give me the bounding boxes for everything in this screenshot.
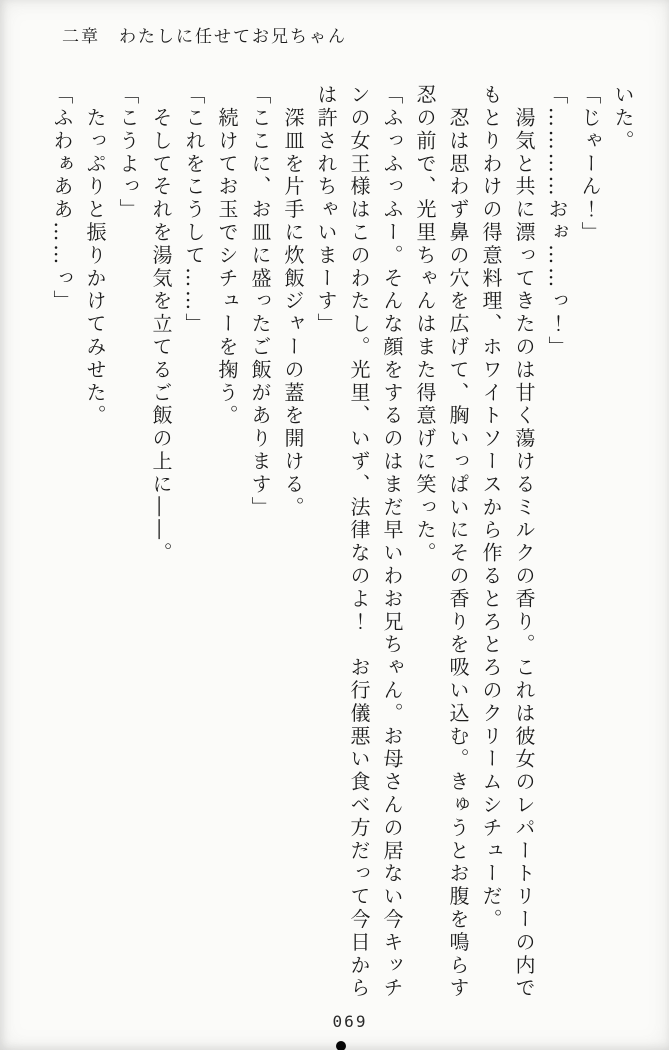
paragraph: 「ふっふっふー。そんな顔をするのはまだ早いわお兄ちゃん。お母さんの居ない今キッチンの女王様はこのわたし。光里、いず、法律なのよ！ お行儀悪い食べ方だって今日からは許されちゃいまーす」	[314, 84, 404, 1000]
page-number: 069	[332, 1012, 368, 1031]
paragraph: そしてそれを湯気を立てるご飯の上に――。	[149, 84, 173, 565]
paragraph: 「…………おぉ……っ！」	[545, 84, 569, 359]
paragraph: 湯気と共に漂ってきたのは甘く蕩けるミルクの香り。これは彼女のレパートリーの内でもとりわけの得意料理、ホワイトソースから作るとろとろのクリームシチューだ。	[479, 84, 536, 1000]
paragraph: いた。	[611, 84, 635, 153]
paragraph: 続けてお玉でシチューを掬う。	[215, 84, 239, 428]
paragraph: 「じゃーん！」	[578, 84, 602, 245]
paragraph: 「これをこうして……」	[182, 84, 206, 336]
paragraph: 「こうよっ」	[116, 84, 140, 222]
paragraph: 深皿を片手に炊飯ジャーの蓋を開ける。	[281, 84, 305, 520]
chapter-header: 二章 わたしに任せてお兄ちゃん	[62, 27, 347, 47]
paragraph: 「ふわぁああ……っ」	[50, 84, 74, 313]
paragraph: 忍は思わず鼻の穴を広げて、胸いっぱいにその香りを吸い込む。きゅうとお腹を鳴らす忍の前で、光里ちゃんはまた得意げに笑った。	[413, 84, 470, 1000]
vertical-text-block	[45, 84, 639, 1002]
paragraph: 「ここに、お皿に盛ったご飯があります」	[248, 84, 272, 520]
footer-dot-icon	[336, 1041, 346, 1050]
paragraph: たっぷりと振りかけてみせた。	[83, 84, 107, 428]
